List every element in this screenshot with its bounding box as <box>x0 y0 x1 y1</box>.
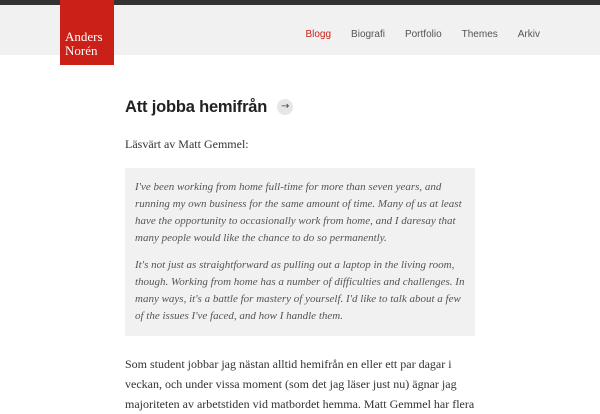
post-content <box>125 96 475 414</box>
nav-item-arkiv[interactable]: Arkiv <box>517 29 540 40</box>
post-body-paragraph: Som student jobbar jag nästan alltid hemifrån en eller ett par dagar i veckan, och under vissa moment (som det jag läser just nu) ägnar jag majoriteten av arbetstiden vid matbordet hemma. Matt Gemmel har flera <box>125 357 475 411</box>
post-title[interactable]: Att jobba hemifrån <box>125 97 268 116</box>
nav-item-portfolio[interactable]: Portfolio <box>404 29 442 40</box>
logo-line-1: Anders <box>65 29 103 44</box>
post-title-row <box>125 96 475 118</box>
post-intro: Läsvärt av Matt Gemmel: <box>125 137 249 151</box>
main-nav <box>285 29 540 40</box>
site-logo[interactable] <box>60 0 114 65</box>
arrow-right-icon[interactable]: → <box>277 99 293 115</box>
quote-paragraph-1: I've been working from home full-time for more than seven years, and running my own business for the same amount of time. Many of us at least have the opportunity to occasionally work from home, and I daresay that many people would like the chance to do so permanently. <box>135 181 462 244</box>
quote-paragraph-2: It's not just as straightforward as pulling out a laptop in the living room, though. Working from home has a number of difficulties and challenges. In many ways, it's a battle for mastery of yourself. I'd like to talk about a few of the issues I've faced, and how I handle them. <box>135 259 465 322</box>
logo-line-2: Norén <box>65 43 98 58</box>
nav-item-biografi[interactable]: Biografi <box>351 29 385 40</box>
nav-item-themes[interactable]: Themes <box>461 29 498 40</box>
nav-item-blogg[interactable]: Blogg <box>305 29 332 40</box>
blockquote <box>125 168 475 336</box>
